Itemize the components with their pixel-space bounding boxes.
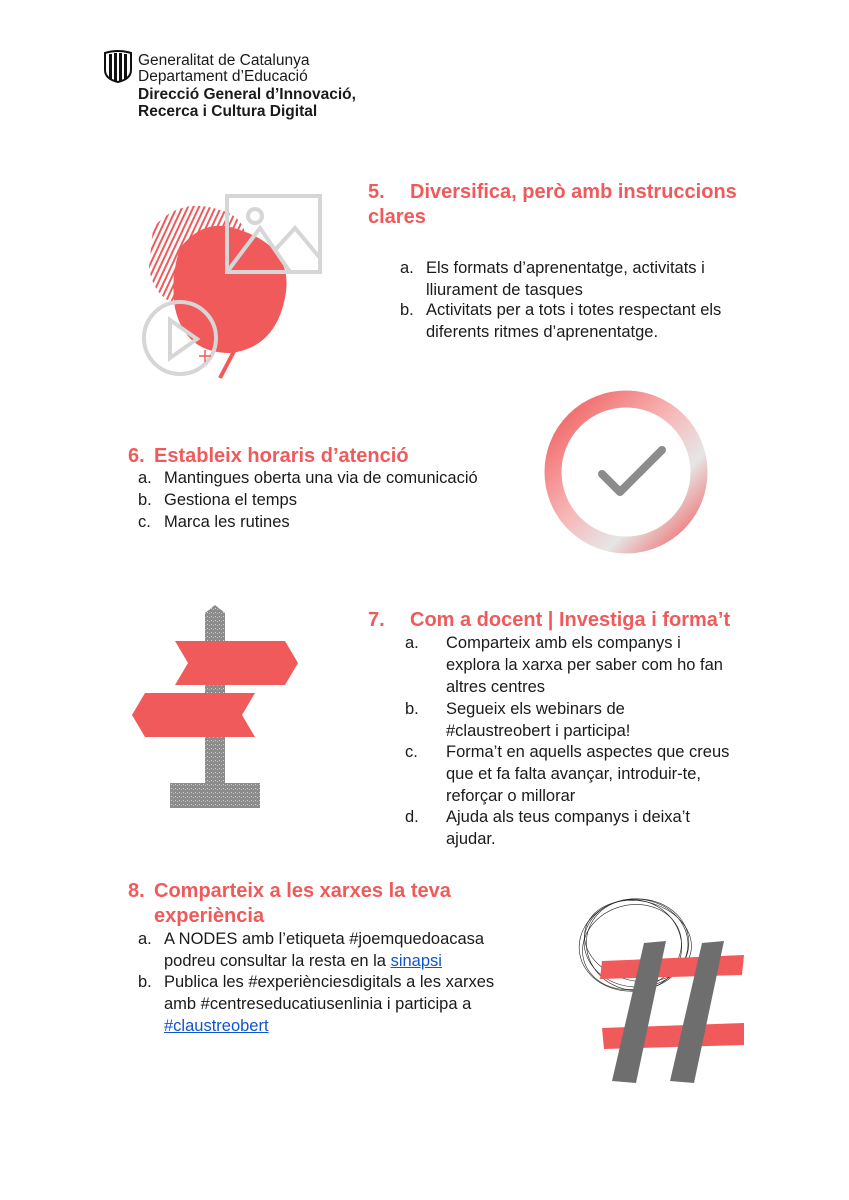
org-name: Generalitat de Catalunya <box>138 52 310 69</box>
list-item-line: amb #centreseducatiusenlinia i participa a <box>164 995 472 1013</box>
list-item <box>138 511 538 533</box>
section-6-title <box>128 444 528 469</box>
list-marker: d. <box>405 808 419 826</box>
list-marker: c. <box>138 513 151 531</box>
list-marker: b. <box>138 491 152 509</box>
list-item-line <box>164 1015 558 1037</box>
list-item-line: explora la xarxa per saber com ho fan <box>446 656 723 674</box>
list-item <box>400 299 780 343</box>
section-5-title <box>368 180 748 230</box>
list-item <box>138 928 538 972</box>
list-item-line: Ajuda als teus companys i deixa’t <box>446 808 690 826</box>
list-item <box>400 257 760 301</box>
list-item-line: A NODES amb l’etiqueta #joemquedoacasa <box>164 930 485 948</box>
list-marker: a. <box>405 634 419 652</box>
list-item <box>138 971 558 1037</box>
section-7-title <box>368 608 788 633</box>
section-8-title-line2: experiència <box>154 905 265 927</box>
section-7-title-line1: Com a docent | Investiga i forma’t <box>410 609 731 631</box>
list-item-line: Activitats per a tots i totes respectant els <box>426 301 722 319</box>
section-5-number: 5. <box>368 181 385 203</box>
list-marker: b. <box>400 301 414 319</box>
list-item-line: Publica les #experiènciesdigitals a les xarxes <box>164 973 495 991</box>
list-item <box>138 467 538 489</box>
list-item <box>405 741 785 807</box>
list-item-line: Els formats d’aprenentatge, activitats i <box>426 259 705 277</box>
list-item-text: podreu consultar la resta en la <box>164 952 391 970</box>
list-item-line: Segueix els webinars de <box>446 700 625 718</box>
list-item-line: Mantingues oberta una via de comunicació <box>164 469 478 487</box>
section-8-number: 8. <box>128 880 145 902</box>
list-marker: a. <box>138 930 152 948</box>
claustreobert-link[interactable]: #claustreobert <box>164 1017 269 1035</box>
list-item-line: diferents ritmes d’aprenentatge. <box>426 323 659 341</box>
section-6-title-line1: Estableix horaris d’atenció <box>154 445 409 467</box>
section-5-title-line1: Diversifica, però amb instruccions <box>410 181 737 203</box>
list-item-line: ajudar. <box>446 830 496 848</box>
sinapsi-link[interactable]: sinapsi <box>390 952 442 970</box>
list-item-line: Forma’t en aquells aspectes que creus <box>446 743 730 761</box>
list-item-line: lliurament de tasques <box>426 281 583 299</box>
directorate-line1: Direcció General d’Innovació, <box>138 86 356 103</box>
section-8-title <box>128 879 528 929</box>
media-collage-icon <box>135 188 330 383</box>
list-marker: a. <box>400 259 414 277</box>
section-6-number: 6. <box>128 445 145 467</box>
list-item-line: reforçar o millorar <box>446 787 576 805</box>
list-item <box>405 632 765 698</box>
department-name: Departament d’Educació <box>138 68 308 85</box>
generalitat-logo-icon <box>103 50 133 83</box>
list-item <box>405 698 765 742</box>
checkmark-circle-icon <box>540 386 712 558</box>
section-5-title-line2: clares <box>368 206 426 228</box>
directorate-line2: Recerca i Cultura Digital <box>138 103 318 120</box>
list-marker: b. <box>138 973 152 991</box>
list-marker: a. <box>138 469 152 487</box>
list-item <box>405 806 765 850</box>
section-8-title-line1: Comparteix a les xarxes la teva <box>154 880 451 902</box>
list-item-line: altres centres <box>446 678 546 696</box>
list-item-line: Gestiona el temps <box>164 491 297 509</box>
list-item-line: #claustreobert i participa! <box>446 722 631 740</box>
signpost-icon <box>130 603 300 810</box>
list-marker: c. <box>405 743 418 761</box>
hashtag-icon <box>574 893 749 1088</box>
list-item-line <box>164 950 538 972</box>
list-item-line: Marca les rutines <box>164 513 290 531</box>
list-item <box>138 489 538 511</box>
list-marker: b. <box>405 700 419 718</box>
list-item-line: que et fa falta avançar, introduir-te, <box>446 765 701 783</box>
list-item-line: Comparteix amb els companys i <box>446 634 681 652</box>
section-7-number: 7. <box>368 609 385 631</box>
